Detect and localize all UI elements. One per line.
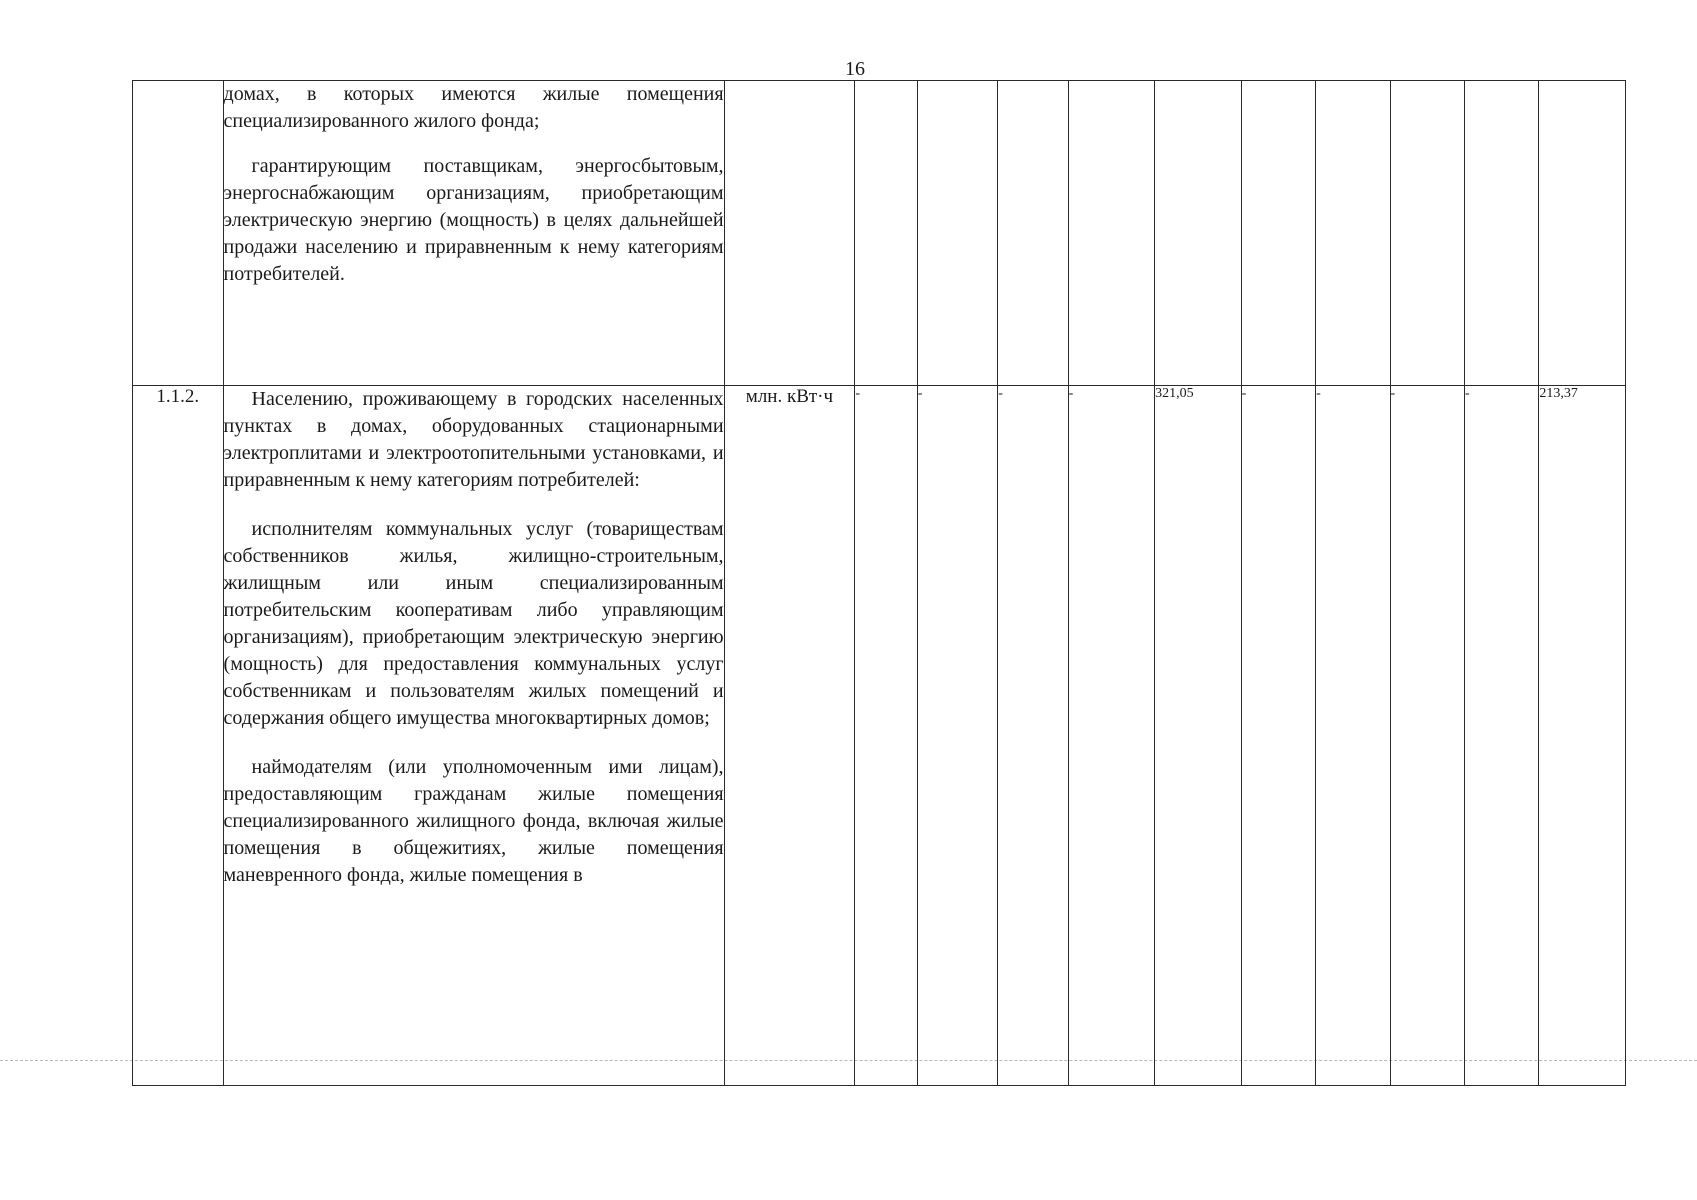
tariff-table (132, 80, 1626, 1086)
value-cell: - (1316, 386, 1390, 1086)
value-cell (1316, 81, 1390, 386)
value-cell: - (1390, 386, 1464, 1086)
value-cell (1241, 81, 1315, 386)
unit-cell (724, 81, 855, 386)
value-cell: - (998, 386, 1068, 1086)
value-cell (998, 81, 1068, 386)
value-cell: - (1068, 386, 1155, 1086)
description-paragraph: домах, в которых имеются жилые помещения специализированного жилого фонда; (223, 83, 724, 132)
value-cell: - (1241, 386, 1315, 1086)
value-cell: 213,37 (1539, 386, 1626, 1086)
description-paragraph: Населению, проживающему в городских населенных пунктах в домах, оборудованных стационарными электроплитами и электроотопительными установками, и приравненным к нему категориям потребителей: (223, 388, 724, 491)
value-cell: - (855, 386, 917, 1086)
description-paragraph: исполнителям коммунальных услуг (товариществам собственников жилья, жилищно-строительным, жилищным или иным специализированным потребительским кооперативам либо управляющим организациям), приобретающим электрическую энергию (мощность) для предоставления коммунальных услуг собственникам и пользователям жилых помещений и содержания общего имущества многоквартирных домов; (223, 518, 724, 729)
description-paragraph: гарантирующим поставщикам, энергосбытовым, энергоснабжающим организациям, приобретающим электрическую энергию (мощность) в целях дальнейшей продажи населению и приравненным к нему категориям потребителей. (223, 155, 724, 285)
value-cell: - (1464, 386, 1538, 1086)
value-cell (917, 81, 997, 386)
value-cell (1539, 81, 1626, 386)
table-row (133, 386, 1626, 1086)
unit-cell: млн. кВт·ч (724, 386, 855, 1086)
row-number-cell: 1.1.2. (133, 386, 224, 1086)
value-cell: 321,05 (1155, 386, 1242, 1086)
value-cell: - (917, 386, 997, 1086)
row-description-cell (223, 386, 724, 1086)
value-cell (1464, 81, 1538, 386)
value-cell (1068, 81, 1155, 386)
value-cell (1390, 81, 1464, 386)
value-cell (1155, 81, 1242, 386)
table-row (133, 81, 1626, 386)
description-paragraph: наймодателям (или уполномоченным ими лицам), предоставляющим гражданам жилые помещения специализированного жилищного фонда, включая жилые помещения в общежитиях, жилые помещения маневренного фонда, жилые помещения в (223, 756, 724, 886)
row-description-cell (223, 81, 724, 386)
row-number-cell (133, 81, 224, 386)
page-number: 16 (845, 58, 865, 80)
value-cell (855, 81, 917, 386)
